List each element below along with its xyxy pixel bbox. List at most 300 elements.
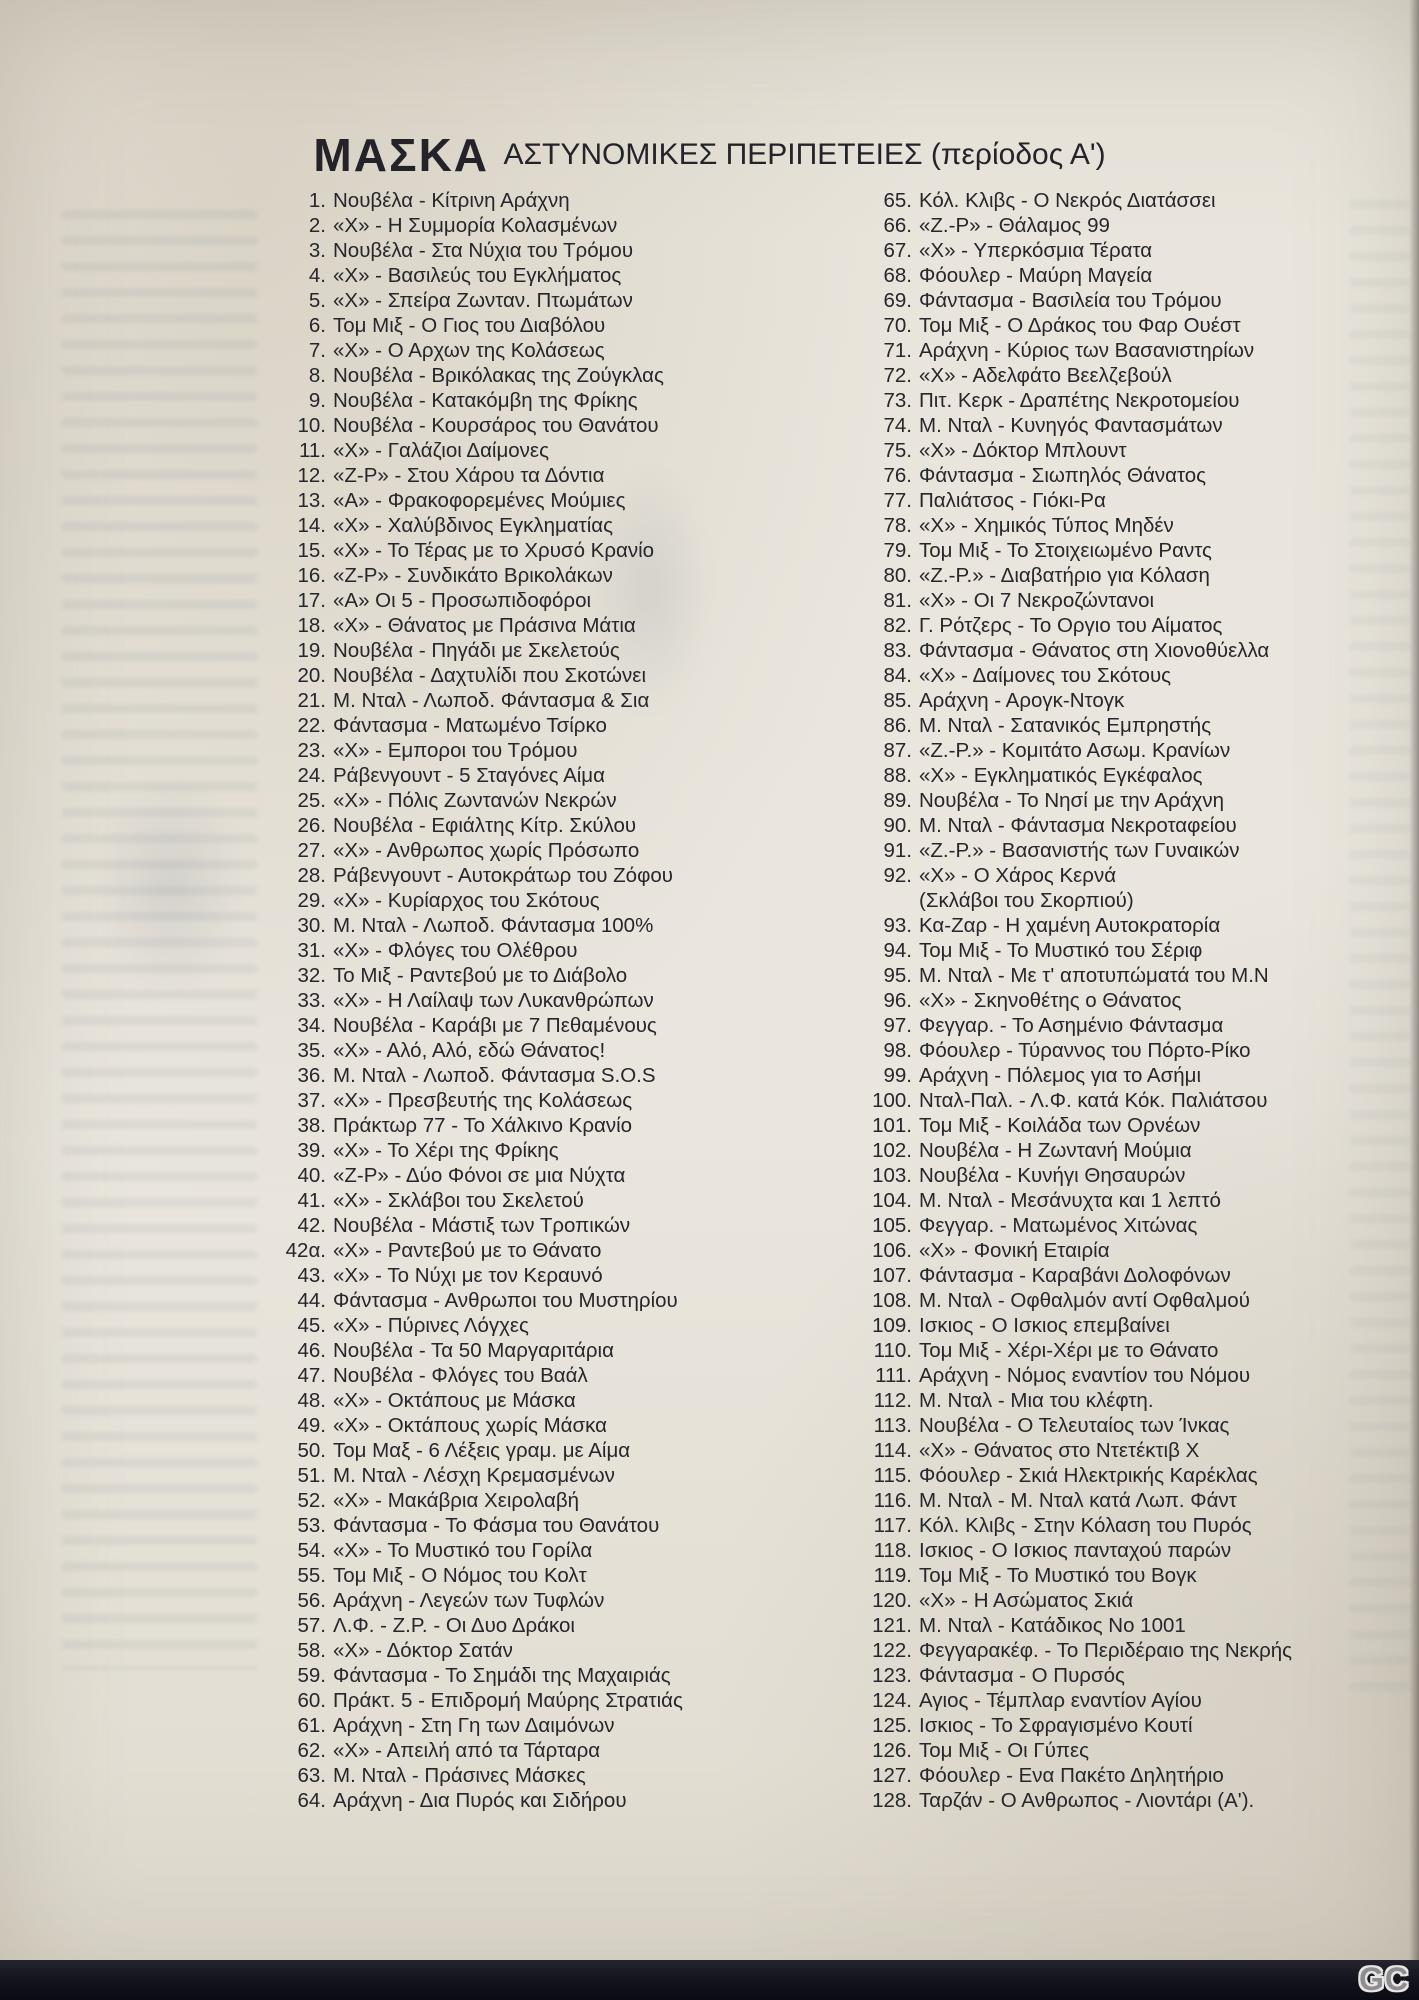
item-number: 83. (883, 639, 912, 662)
list-item (278, 963, 778, 988)
list-item (856, 1663, 1376, 1688)
list-item (278, 613, 778, 638)
item-title: Φάντασμα - Θάνατος στη Χιονοθύελλα (919, 639, 1270, 662)
item-number: 66. (883, 214, 912, 237)
list-item (856, 438, 1376, 463)
list-item (278, 763, 778, 788)
list-item (278, 1313, 778, 1338)
item-number: 111. (875, 1364, 912, 1387)
list-item (856, 1463, 1376, 1488)
list-item (278, 1188, 778, 1213)
list-item (856, 1338, 1376, 1363)
list-item (278, 1463, 778, 1488)
list-item (278, 938, 778, 963)
item-number: 123. (872, 1664, 912, 1687)
item-title: Αράχνη - Αρογκ-Ντογκ (919, 689, 1125, 712)
item-title: Τομ Μιξ - Οι Γύπες (919, 1739, 1090, 1762)
item-title: «Α» Οι 5 - Προσωπιδοφόροι (333, 589, 592, 612)
page-title (0, 128, 1419, 182)
item-number: 57. (297, 1614, 326, 1637)
list-item (278, 713, 778, 738)
list-item (278, 1238, 778, 1263)
list-item (856, 238, 1376, 263)
item-number: 100. (872, 1089, 912, 1112)
list-item (278, 688, 778, 713)
item-number: 34. (297, 1014, 326, 1037)
item-number: 71. (883, 339, 912, 362)
item-title: Νουβέλα - Βρικόλακας της Ζούγκλας (333, 364, 664, 387)
item-number: 2. (308, 214, 326, 237)
list-item (278, 513, 778, 538)
item-number: 70. (883, 314, 912, 337)
list-item (278, 188, 778, 213)
list-item (278, 1563, 778, 1588)
item-title: «Ζ-Ρ» - Στου Χάρου τα Δόντια (333, 464, 605, 487)
item-number: 42α. (285, 1239, 326, 1262)
item-title: «Χ» - Εμποροι του Τρόμου (333, 739, 578, 762)
item-number: 115. (873, 1464, 912, 1487)
item-title: «Χ» - Δόκτορ Σατάν (333, 1639, 513, 1662)
item-number: 58. (297, 1639, 326, 1662)
item-title: Ισκιος - Ο Ισκιος πανταχού παρών (919, 1539, 1232, 1562)
item-title: «Χ» - Η Λαίλαψ των Λυκανθρώπων (333, 989, 654, 1012)
item-title: Φόουλερ - Τύραννος του Πόρτο-Ρίκο (919, 1039, 1251, 1062)
item-title: «Χ» - Ο Αρχων της Κολάσεως (333, 339, 605, 362)
item-number: 42. (297, 1214, 326, 1237)
item-number: 89. (883, 789, 912, 812)
list-item (278, 1788, 778, 1813)
list-item (856, 1388, 1376, 1413)
item-title: Αράχνη - Πόλεμος για το Ασήμι (919, 1064, 1202, 1087)
item-number: 38. (297, 1114, 326, 1137)
list-item (856, 1413, 1376, 1438)
item-number: 82. (883, 614, 912, 637)
item-title: Νουβέλα - Φλόγες του Βαάλ (333, 1364, 588, 1387)
list-item (856, 938, 1376, 963)
item-number: 5. (308, 289, 326, 312)
list-item (278, 1588, 778, 1613)
item-number: 26. (297, 814, 326, 837)
list-item (278, 588, 778, 613)
item-title: Αράχνη - Στη Γη των Δαιμόνων (333, 1714, 615, 1737)
item-title: Τομ Μιξ - Χέρι-Χέρι με το Θάνατο (919, 1339, 1219, 1362)
item-title: Νουβέλα - Κουρσάρος του Θανάτου (333, 414, 659, 437)
item-number: 75. (883, 439, 912, 462)
item-number: 29. (297, 889, 326, 912)
list-item (278, 813, 778, 838)
item-number: 10. (297, 414, 326, 437)
bleed-through-dropcap (95, 770, 245, 1000)
item-number: 110. (873, 1339, 912, 1362)
item-title: Κόλ. Κλιβς - Ο Νεκρός Διατάσσει (919, 189, 1216, 212)
list-item (856, 1163, 1376, 1188)
item-number: 119. (873, 1564, 912, 1587)
list-item (278, 1113, 778, 1138)
list-item (856, 1638, 1376, 1663)
item-title: Τομ Μιξ - Το Μυστικό του Σέριφ (919, 939, 1203, 962)
list-item (856, 338, 1376, 363)
item-title: Αράχνη - Δια Πυρός και Σιδήρου (333, 1789, 627, 1812)
item-title: Φάντασμα - Το Φάσμα του Θανάτου (333, 1514, 660, 1537)
list-item (856, 563, 1376, 588)
list-item (856, 1313, 1376, 1338)
list-item (856, 488, 1376, 513)
item-number: 120. (872, 1589, 912, 1612)
list-item (278, 888, 778, 913)
list-item (278, 488, 778, 513)
list-item (856, 1013, 1376, 1038)
list-item (856, 1788, 1376, 1813)
list-item (278, 1063, 778, 1088)
list-item (278, 213, 778, 238)
list-item (278, 1488, 778, 1513)
item-number: 69. (883, 289, 912, 312)
item-number: 126. (872, 1739, 912, 1762)
item-number: 47. (297, 1364, 326, 1387)
item-title: Φεγγαρακέφ. - Το Περιδέραιο της Νεκρής (919, 1639, 1293, 1662)
item-title: Μ. Νταλ - Κυνηγός Φαντασμάτων (919, 414, 1223, 437)
list-item (856, 1613, 1376, 1638)
item-number: 55. (297, 1564, 326, 1587)
item-number: 118. (873, 1539, 912, 1562)
item-title: «Χ» - Σκηνοθέτης ο Θάνατος (919, 989, 1182, 1012)
list-item (278, 913, 778, 938)
list-item (856, 1113, 1376, 1138)
list-item (278, 663, 778, 688)
list-item (278, 1213, 778, 1238)
list-item (856, 888, 1376, 913)
item-number: 124. (872, 1689, 912, 1712)
item-title: Νουβέλα - Η Ζωντανή Μούμια (919, 1139, 1192, 1162)
item-number: 4. (308, 264, 326, 287)
list-item (856, 988, 1376, 1013)
list-item (856, 1088, 1376, 1113)
list-item (856, 1063, 1376, 1088)
item-number: 46. (297, 1339, 326, 1362)
item-title: Νουβέλα - Δαχτυλίδι που Σκοτώνει (333, 664, 647, 687)
item-title: «Χ» - Φονική Εταιρία (919, 1239, 1110, 1262)
item-title: (Σκλάβοι του Σκορπιού) (919, 889, 1134, 912)
item-title: «Ζ-Ρ» - Συνδικάτο Βρικολάκων (333, 564, 613, 587)
list-item (856, 313, 1376, 338)
list-item (856, 1538, 1376, 1563)
list-item (278, 338, 778, 363)
item-number: 81. (883, 589, 912, 612)
item-number: 9. (308, 389, 326, 412)
item-title: Μ. Νταλ - Πράσινες Μάσκες (333, 1764, 586, 1787)
item-title: Τομ Μαξ - 6 Λέξεις γραμ. με Αίμα (333, 1439, 631, 1462)
list-item (856, 713, 1376, 738)
item-number: 98. (883, 1039, 912, 1062)
list-item (856, 788, 1376, 813)
item-number: 117. (873, 1514, 912, 1537)
list-item (856, 613, 1376, 638)
item-number: 1. (308, 189, 326, 212)
item-title: Φάντασμα - Ο Πυρσός (919, 1664, 1125, 1687)
item-number: 56. (297, 1589, 326, 1612)
item-number: 122. (872, 1639, 912, 1662)
list-item (278, 1288, 778, 1313)
list-item (856, 963, 1376, 988)
item-number: 72. (883, 364, 912, 387)
item-title: Νουβέλα - Πηγάδι με Σκελετούς (333, 639, 620, 662)
list-item (278, 1538, 778, 1563)
item-title: Κα-Ζαρ - Η χαμένη Αυτοκρατορία (919, 914, 1221, 937)
item-number: 40. (297, 1164, 326, 1187)
item-title: Φεγγαρ. - Ματωμένος Χιτώνας (919, 1214, 1198, 1237)
item-title: Λ.Φ. - Ζ.Ρ. - Οι Δυο Δράκοι (333, 1614, 575, 1637)
list-item (278, 638, 778, 663)
list-item (278, 1363, 778, 1388)
item-title: Πιτ. Κερκ - Δραπέτης Νεκροτομείου (919, 389, 1240, 412)
item-title: «Χ» - Ραντεβού με το Θάνατο (333, 1239, 602, 1262)
item-title: Μ. Νταλ - Λωποδ. Φάντασμα S.O.S (333, 1064, 656, 1087)
list-item (278, 263, 778, 288)
list-item (278, 1613, 778, 1638)
item-number: 114. (873, 1439, 912, 1462)
list-item (856, 413, 1376, 438)
list-item (278, 1438, 778, 1463)
item-number: 11. (299, 439, 326, 462)
item-number: 25. (297, 789, 326, 812)
list-item (856, 913, 1376, 938)
list-item (278, 1338, 778, 1363)
item-title: Τομ Μιξ - Ο Νόμος του Κολτ (333, 1564, 587, 1587)
item-number: 92. (883, 864, 912, 887)
item-title: Κόλ. Κλιβς - Στην Κόλαση του Πυρός (919, 1514, 1252, 1537)
item-title: Μ. Νταλ - Οφθαλμόν αντί Οφθαλμού (919, 1289, 1250, 1312)
item-number: 84. (883, 664, 912, 687)
item-number: 15. (297, 539, 326, 562)
item-number: 33. (297, 989, 326, 1012)
item-title: «Χ» - Οι 7 Νεκροζώντανοι (919, 589, 1155, 612)
gc-watermark: GC (1359, 1961, 1409, 1997)
issue-list-column-right (856, 188, 1376, 1813)
item-title: «Χ» - Χαλύβδινος Εγκληματίας (333, 514, 614, 537)
list-item (856, 388, 1376, 413)
list-item (278, 413, 778, 438)
list-item (856, 1363, 1376, 1388)
item-number: 101. (872, 1114, 912, 1137)
item-title: «Χ» - Σπείρα Ζωνταν. Πτωμάτων (333, 289, 633, 312)
list-item (278, 313, 778, 338)
item-number: 97. (883, 1014, 912, 1037)
item-number: 52. (297, 1489, 326, 1512)
list-item (856, 188, 1376, 213)
list-item (856, 213, 1376, 238)
item-title: «Α» - Φρακοφορεμένες Μούμιες (333, 489, 626, 512)
item-title: Ισκιος - Ο Ισκιος επεμβαίνει (919, 1314, 1170, 1337)
item-title: Νταλ-Παλ. - Λ.Φ. κατά Κόκ. Παλιάτσου (919, 1089, 1268, 1112)
list-item (856, 1713, 1376, 1738)
item-title: Νουβέλα - Ο Τελευταίος των Ίνκας (919, 1414, 1230, 1437)
item-title: Τομ Μιξ - Κοιλάδα των Ορνέων (919, 1114, 1201, 1137)
item-number: 6. (308, 314, 326, 337)
item-title: «Χ» - Βασιλεύς του Εγκλήματος (333, 264, 622, 287)
item-number: 128. (872, 1789, 912, 1812)
item-number: 121. (872, 1614, 912, 1637)
item-title: Φάντασμα - Καραβάνι Δολοφόνων (919, 1264, 1231, 1287)
item-number: 109. (872, 1314, 912, 1337)
item-number: 14. (297, 514, 326, 537)
item-title: Τομ Μιξ - Το Μυστικό του Βογκ (919, 1564, 1197, 1587)
item-title: «Χ» - Πόλις Ζωντανών Νεκρών (333, 789, 617, 812)
item-title: Ράβενγουντ - 5 Σταγόνες Αίμα (333, 764, 605, 787)
item-title: Τομ Μιξ - Ο Δράκος του Φαρ Ουέστ (919, 314, 1241, 337)
list-item (278, 1713, 778, 1738)
item-number: 127. (872, 1764, 912, 1787)
item-number: 54. (297, 1539, 326, 1562)
list-item (278, 1763, 778, 1788)
item-title: Φάντασμα - Σιωπηλός Θάνατος (919, 464, 1207, 487)
item-title: Φάντασμα - Βασιλεία του Τρόμου (919, 289, 1222, 312)
list-item (278, 1513, 778, 1538)
item-number: 43. (297, 1264, 326, 1287)
item-title: Αγιος - Τέμπλαρ εναντίον Αγίου (919, 1689, 1202, 1712)
item-number: 61. (297, 1714, 326, 1737)
item-number: 102. (872, 1139, 912, 1162)
item-number: 104. (872, 1189, 912, 1212)
item-number: 23. (297, 739, 326, 762)
list-item (856, 663, 1376, 688)
item-number: 21. (297, 689, 326, 712)
item-title: Μ. Νταλ - Κατάδικος Νο 1001 (919, 1614, 1186, 1637)
item-title: «Χ» - Το Χέρι της Φρίκης (333, 1139, 559, 1162)
list-item (856, 1238, 1376, 1263)
item-number: 30. (297, 914, 326, 937)
item-title: Μ. Νταλ - Λωποδ. Φάντασμα 100% (333, 914, 654, 937)
item-number: 18. (297, 614, 326, 637)
item-title: Μ. Νταλ - Μεσάνυχτα και 1 λεπτό (919, 1189, 1221, 1212)
item-number: 24. (297, 764, 326, 787)
item-title: Μ. Νταλ - Λωποδ. Φάντασμα & Σια (333, 689, 650, 712)
item-number: 85. (883, 689, 912, 712)
item-number: 86. (883, 714, 912, 737)
item-number: 49. (297, 1414, 326, 1437)
item-title: «Χ» - Πύρινες Λόγχες (333, 1314, 529, 1337)
list-item (856, 1213, 1376, 1238)
item-title: «Χ» - Απειλή από τα Τάρταρα (333, 1739, 601, 1762)
list-item (856, 838, 1376, 863)
list-item (278, 988, 778, 1013)
list-item (856, 588, 1376, 613)
list-item (278, 238, 778, 263)
item-number: 94. (883, 939, 912, 962)
list-item (856, 1688, 1376, 1713)
list-item (856, 813, 1376, 838)
item-number: 13. (297, 489, 326, 512)
list-item (856, 363, 1376, 388)
item-number: 39. (297, 1139, 326, 1162)
item-title: Φάντασμα - Ματωμένο Τσίρκο (333, 714, 607, 737)
item-title: «Χ» - Οκτάπους με Μάσκα (333, 1389, 576, 1412)
title-subtitle: ΑΣΤΥΝΟΜΙΚΕΣ ΠΕΡΙΠΕΤΕΙΕΣ (περίοδος Α') (503, 138, 1106, 171)
item-title: Φάντασμα - Ανθρωποι του Μυστηρίου (333, 1289, 678, 1312)
item-title: «Χ» - Αδελφάτο Βεελζεβούλ (919, 364, 1172, 387)
list-item (278, 438, 778, 463)
item-number: 51. (297, 1464, 326, 1487)
list-item (856, 263, 1376, 288)
list-item (856, 638, 1376, 663)
item-title: Νουβέλα - Το Νησί με την Αράχνη (919, 789, 1225, 812)
item-number: 74. (883, 414, 912, 437)
item-title: «Ζ-Ρ» - Δύο Φόνοι σε μια Νύχτα (333, 1164, 626, 1187)
list-item (856, 1288, 1376, 1313)
item-number: 88. (883, 764, 912, 787)
item-number: 78. (883, 514, 912, 537)
item-title: Φόουλερ - Μαύρη Μαγεία (919, 264, 1153, 287)
item-title: Αράχνη - Κύριος των Βασανιστηρίων (919, 339, 1255, 362)
list-item (856, 1738, 1376, 1763)
item-title: Τομ Μιξ - Ο Γιος του Διαβόλου (333, 314, 606, 337)
item-number: 22. (297, 714, 326, 737)
item-number: 59. (297, 1664, 326, 1687)
item-number: 63. (297, 1764, 326, 1787)
item-number: 77. (883, 489, 912, 512)
item-title: «Χ» - Ανθρωπος χωρίς Πρόσωπο (333, 839, 640, 862)
item-number: 36. (297, 1064, 326, 1087)
item-title: Νουβέλα - Κίτρινη Αράχνη (333, 189, 570, 212)
item-title: Φόουλερ - Ενα Πακέτο Δηλητήριο (919, 1764, 1224, 1787)
list-item (856, 1588, 1376, 1613)
item-title: Το Μιξ - Ραντεβού με το Διάβολο (333, 964, 628, 987)
issue-list-column-left (278, 188, 778, 1813)
item-title: Παλιάτσος - Γιόκι-Ρα (919, 489, 1106, 512)
item-number: 28. (297, 864, 326, 887)
item-title: Ισκιος - Το Σφραγισμένο Κουτί (919, 1714, 1193, 1737)
item-number: 45. (297, 1314, 326, 1337)
item-number: 95. (883, 964, 912, 987)
item-title: Νουβέλα - Κατακόμβη της Φρίκης (333, 389, 638, 412)
item-number: 44. (297, 1289, 326, 1312)
item-title: «Χ» - Κυρίαρχος του Σκότους (333, 889, 600, 912)
list-item (278, 1638, 778, 1663)
item-title: «Χ» - Θάνατος στο Ντετέκτιβ Χ (919, 1439, 1200, 1462)
item-number: 12. (297, 464, 326, 487)
item-title: Πράκτωρ 77 - Το Χάλκινο Κρανίο (333, 1114, 633, 1137)
item-number: 8. (308, 364, 326, 387)
list-item (856, 738, 1376, 763)
item-number: 32. (297, 964, 326, 987)
item-title: Μ. Νταλ - Σατανικός Εμπρηστής (919, 714, 1212, 737)
list-item (278, 1088, 778, 1113)
item-number: 79. (883, 539, 912, 562)
item-title: Νουβέλα - Τα 50 Μαργαριτάρια (333, 1339, 614, 1362)
item-title: Νουβέλα - Κυνήγι Θησαυρών (919, 1164, 1186, 1187)
item-number (856, 888, 919, 913)
item-number: 48. (297, 1389, 326, 1412)
item-title: Νουβέλα - Καράβι με 7 Πεθαμένους (333, 1014, 657, 1037)
item-number: 65. (883, 189, 912, 212)
item-number: 73. (883, 389, 912, 412)
item-title: Νουβέλα - Εφιάλτης Κίτρ. Σκύλου (333, 814, 637, 837)
item-title: Αράχνη - Νόμος εναντίον του Νόμου (919, 1364, 1251, 1387)
item-number: 99. (883, 1064, 912, 1087)
list-item (278, 563, 778, 588)
item-title: Μ. Νταλ - Φάντασμα Νεκροταφείου (919, 814, 1237, 837)
list-item (856, 1038, 1376, 1063)
item-number: 103. (872, 1164, 912, 1187)
item-number: 64. (297, 1789, 326, 1812)
list-item (278, 363, 778, 388)
item-number: 7. (308, 339, 326, 362)
list-item (278, 788, 778, 813)
list-item (278, 1138, 778, 1163)
item-title: «Χ» - Δόκτορ Μπλουντ (919, 439, 1127, 462)
item-title: Μ. Νταλ - Λέσχη Κρεμασμένων (333, 1464, 615, 1487)
list-item (856, 1188, 1376, 1213)
item-number: 105. (872, 1214, 912, 1237)
